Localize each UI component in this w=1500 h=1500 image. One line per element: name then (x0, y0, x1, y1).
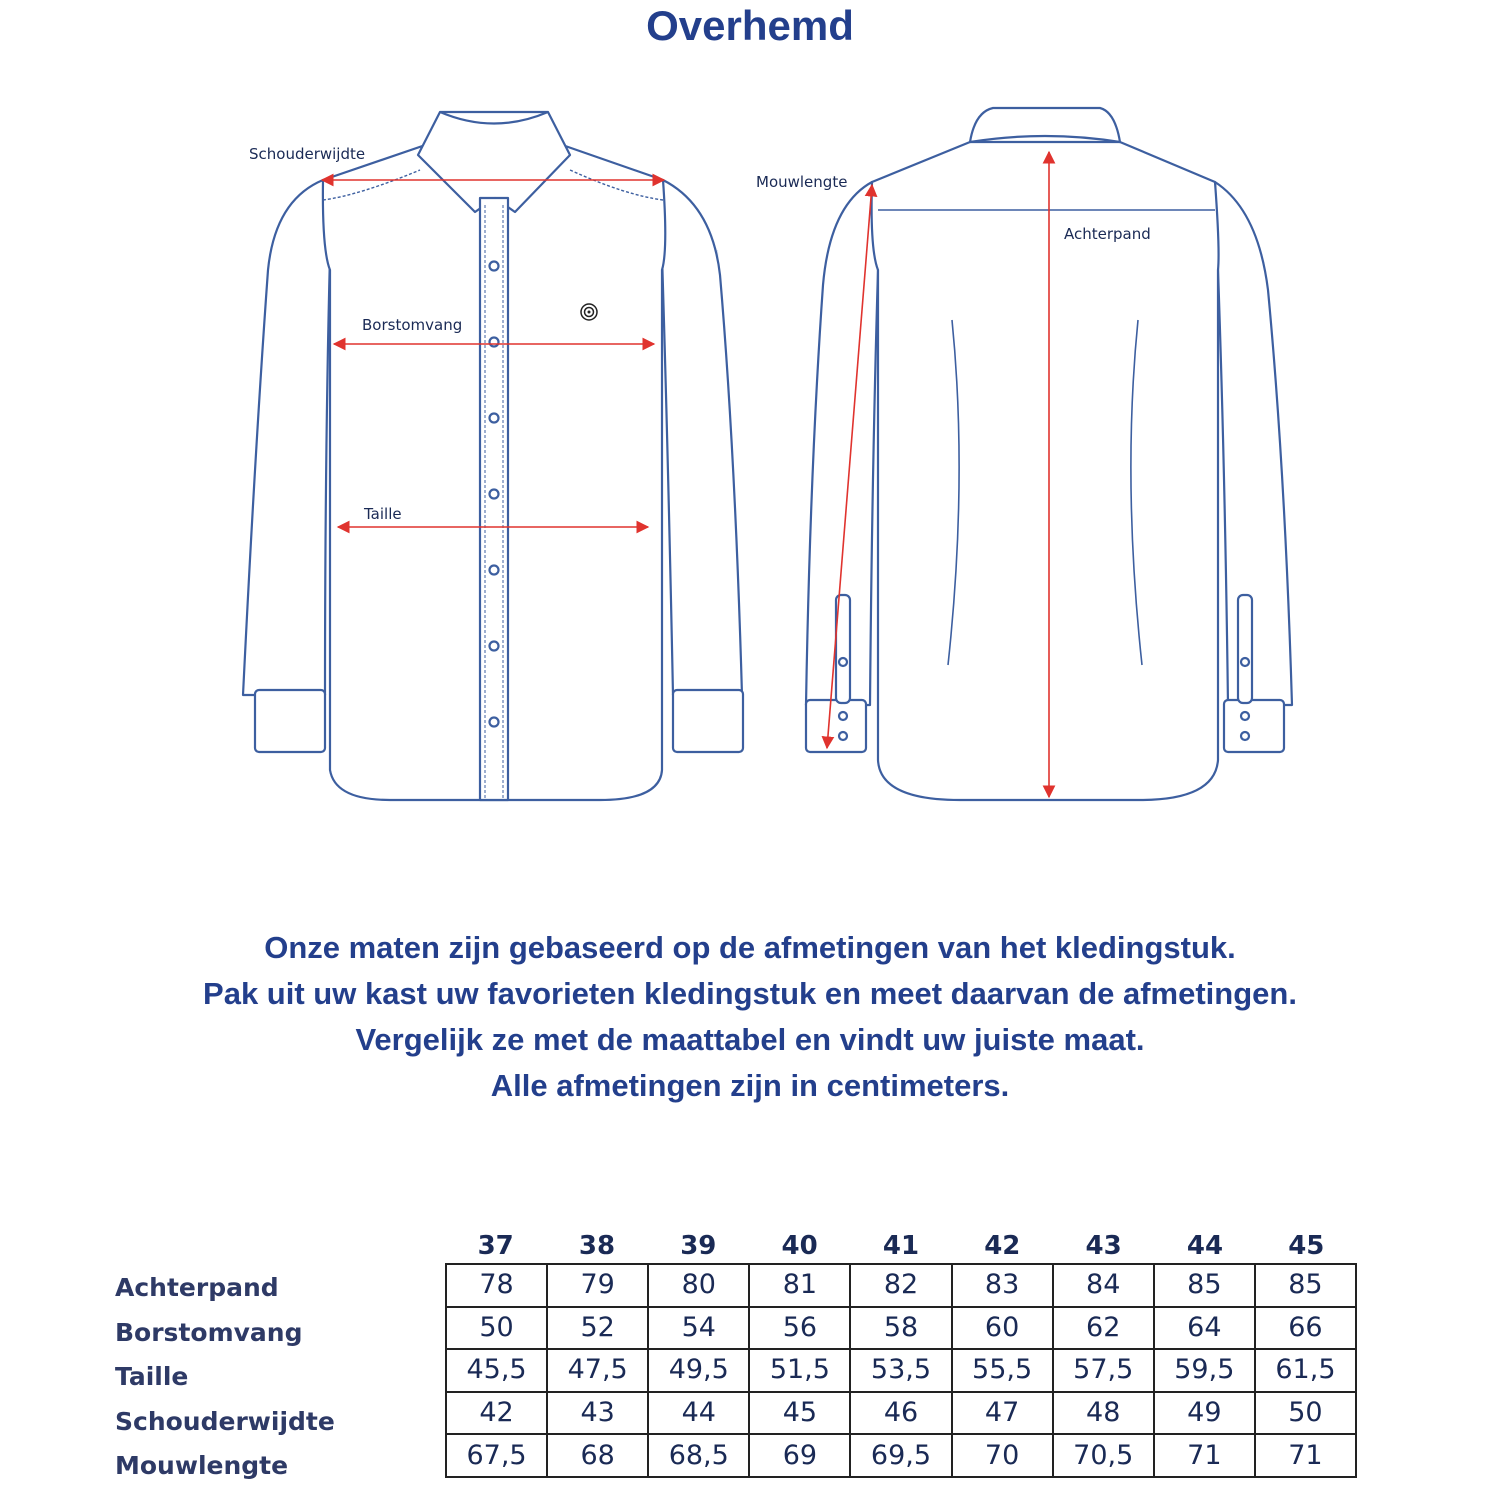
table-cell: 79 (547, 1264, 648, 1307)
table-cell: 47,5 (547, 1349, 648, 1392)
table-cell: 67,5 (446, 1434, 547, 1477)
table-cell: 85 (1154, 1264, 1255, 1307)
table-cell: 52 (547, 1307, 648, 1350)
table-cell: 85 (1255, 1264, 1356, 1307)
page-title: Overhemd (646, 2, 854, 49)
table-cell: 70 (952, 1434, 1053, 1477)
intro-line-2: Pak uit uw kast uw favorieten kledingstuk en meet daarvan de afmetingen. (203, 976, 1297, 1011)
size-header-cell: 40 (781, 1231, 818, 1261)
table-cell: 53,5 (850, 1349, 951, 1392)
row-label-taille: Taille (115, 1362, 189, 1392)
table-cell: 70,5 (1053, 1434, 1154, 1477)
table-row (446, 1392, 1356, 1435)
table-cell: 57,5 (1053, 1349, 1154, 1392)
table-cell: 64 (1154, 1307, 1255, 1350)
table-cell: 71 (1255, 1434, 1356, 1477)
table-row (446, 1434, 1356, 1477)
table-cell: 49 (1154, 1392, 1255, 1435)
table-cell: 58 (850, 1307, 951, 1350)
table-cell: 78 (446, 1264, 547, 1307)
table-cell: 47 (952, 1392, 1053, 1435)
label-mouwlengte: Mouwlengte (756, 173, 848, 191)
table-cell: 48 (1053, 1392, 1154, 1435)
table-cell: 68 (547, 1434, 648, 1477)
row-label-mouwlengte: Mouwlengte (115, 1451, 289, 1481)
table-cell: 69 (749, 1434, 850, 1477)
table-cell: 66 (1255, 1307, 1356, 1350)
size-header-cell: 42 (984, 1231, 1021, 1261)
table-row (446, 1307, 1356, 1350)
table-row (446, 1264, 1356, 1307)
table-cell: 55,5 (952, 1349, 1053, 1392)
row-label-borstomvang: Borstomvang (115, 1317, 303, 1347)
table-cell: 45 (749, 1392, 850, 1435)
size-table (445, 1263, 1357, 1478)
table-cell: 81 (749, 1264, 850, 1307)
size-header-row (445, 1228, 1357, 1264)
table-cell: 69,5 (850, 1434, 951, 1477)
table-cell: 82 (850, 1264, 951, 1307)
table-cell: 50 (1255, 1392, 1356, 1435)
size-header-cell: 43 (1085, 1231, 1122, 1261)
table-cell: 83 (952, 1264, 1053, 1307)
label-taille: Taille (364, 505, 402, 523)
table-cell: 80 (648, 1264, 749, 1307)
size-header-cell: 44 (1186, 1231, 1224, 1261)
table-cell: 45,5 (446, 1349, 547, 1392)
table-cell: 43 (547, 1392, 648, 1435)
table-cell: 61,5 (1255, 1349, 1356, 1392)
intro-line-4: Alle afmetingen zijn in centimeters. (490, 1068, 1010, 1103)
size-header-cell: 39 (680, 1231, 717, 1261)
table-cell: 84 (1053, 1264, 1154, 1307)
intro-line-3: Vergelijk ze met de maattabel en vindt uw juiste maat. (355, 1022, 1145, 1057)
intro-text (0, 925, 1500, 1109)
size-header-cell: 41 (882, 1231, 920, 1261)
label-achterpand: Achterpand (1064, 225, 1151, 243)
row-label-schouderwijdte: Schouderwijdte (115, 1406, 335, 1436)
shirt-front-illustration (243, 112, 743, 800)
size-row-labels (115, 1263, 335, 1486)
size-header-cell: 45 (1288, 1231, 1325, 1261)
table-cell: 59,5 (1154, 1349, 1255, 1392)
table-cell: 46 (850, 1392, 951, 1435)
table-row (446, 1349, 1356, 1392)
table-cell: 50 (446, 1307, 547, 1350)
row-label-achterpand: Achterpand (115, 1273, 279, 1302)
size-header-cell: 38 (578, 1231, 616, 1261)
table-cell: 49,5 (648, 1349, 749, 1392)
table-cell: 56 (749, 1307, 850, 1350)
label-borstomvang: Borstomvang (362, 316, 463, 334)
table-cell: 44 (648, 1392, 749, 1435)
table-cell: 62 (1053, 1307, 1154, 1350)
table-cell: 60 (952, 1307, 1053, 1350)
label-schouderwijdte: Schouderwijdte (249, 145, 366, 163)
table-cell: 71 (1154, 1434, 1255, 1477)
table-cell: 54 (648, 1307, 749, 1350)
table-cell: 42 (446, 1392, 547, 1435)
table-cell: 68,5 (648, 1434, 749, 1477)
intro-line-1: Onze maten zijn gebaseerd op de afmetingen van het kledingstuk. (264, 930, 1236, 965)
table-cell: 51,5 (749, 1349, 850, 1392)
size-header-cell: 37 (477, 1231, 514, 1261)
